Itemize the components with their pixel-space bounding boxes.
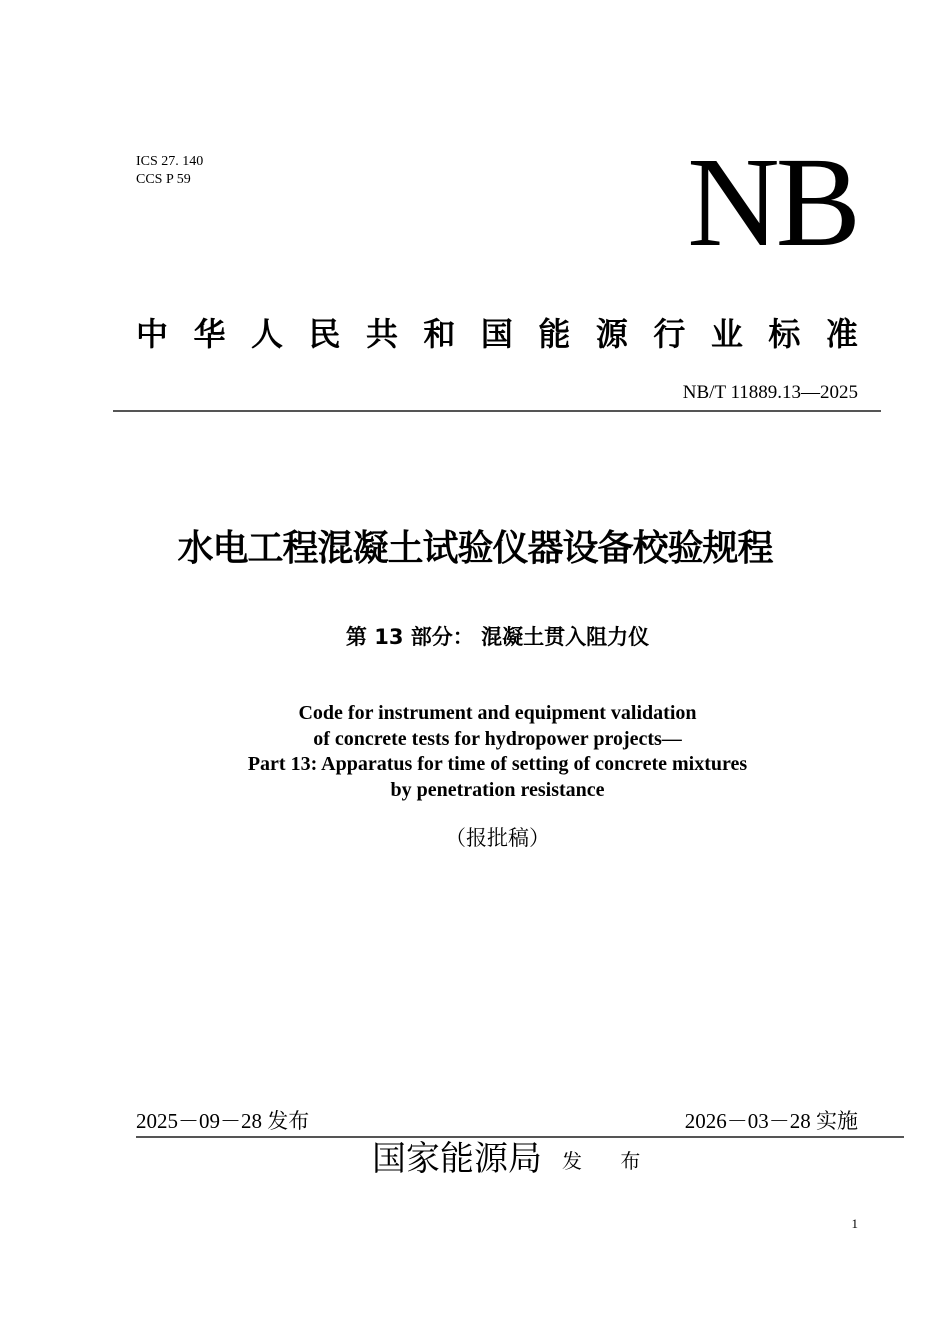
english-title-line: of concrete tests for hydropower projects—: [313, 727, 682, 750]
draft-status: （报批稿）: [445, 826, 550, 850]
category-char: 和: [423, 315, 456, 353]
category-char: 标: [768, 315, 801, 353]
publisher-name: 国家能源局: [372, 1139, 542, 1179]
category-char: 华: [193, 315, 226, 353]
page-number: 1: [851, 1216, 858, 1231]
category-char: 共: [365, 315, 398, 353]
category-char: 行: [653, 315, 686, 353]
standard-number: NB/T 11889.13—2025: [682, 382, 858, 403]
category-char: 民: [308, 315, 341, 353]
category-char: 能: [538, 315, 571, 353]
ccs-code: CCS P 59: [136, 172, 191, 187]
classification-codes: [136, 153, 203, 189]
category-char: 准: [825, 315, 858, 353]
english-title-line: Part 13: Apparatus for time of setting of concrete mixtures: [247, 753, 748, 775]
nb-logo: NB: [687, 131, 857, 273]
header-divider: [113, 410, 881, 412]
category-char: 业: [710, 315, 743, 353]
part-subtitle: 第 13 部分： 混凝土贯入阻力仪: [345, 625, 650, 649]
publisher: [372, 1138, 656, 1182]
issue-date: 2025－09－28 发布: [136, 1109, 310, 1133]
english-title-line: Code for instrument and equipment validation: [298, 702, 697, 724]
effective-date: 2026－03－28 实施: [684, 1109, 858, 1133]
document-title: 水电工程混凝土试验仪器设备校验规程: [177, 528, 773, 569]
category-char: 人: [250, 315, 283, 353]
ics-code: ICS 27. 140: [136, 154, 204, 169]
category-char: 国: [480, 315, 513, 353]
english-title: [0, 701, 950, 803]
publisher-suffix: 发 布: [562, 1149, 657, 1173]
standard-category-title: [136, 314, 858, 354]
category-char: 源: [595, 315, 628, 353]
english-title-line: by penetration resistance: [390, 778, 605, 801]
category-char: 中: [136, 315, 169, 353]
